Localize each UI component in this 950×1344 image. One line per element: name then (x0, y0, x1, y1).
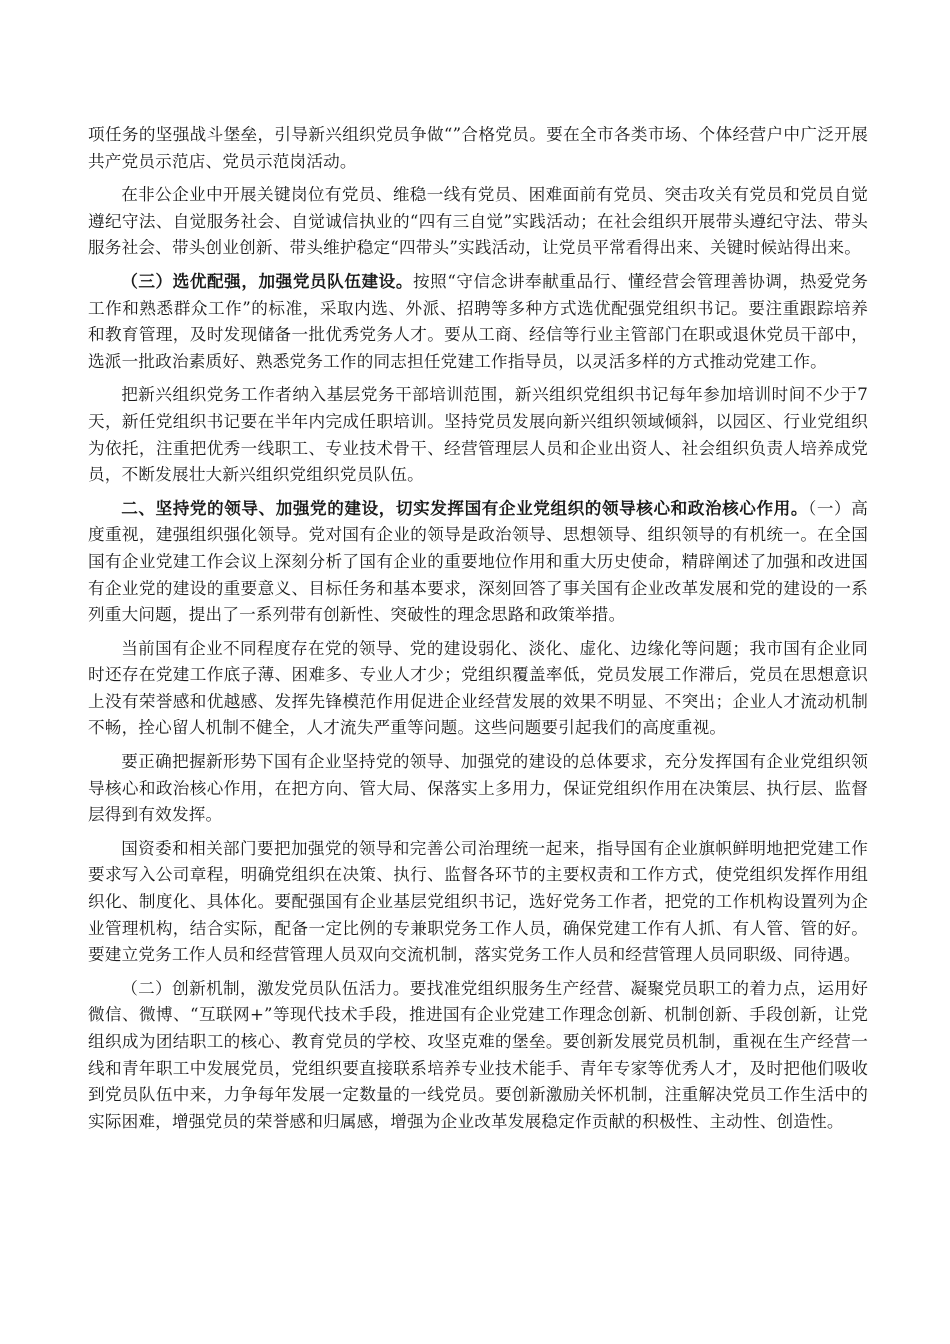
paragraph-3 (88, 268, 868, 375)
paragraph-7 (88, 748, 868, 829)
paragraph-text: 项任务的坚强战斗堡垒，引导新兴组织党员争做“”合格党员。要在全市各类市场、个体经营户中广泛开展共产党员示范店、党员示范岗活动。 (88, 125, 868, 171)
paragraph-text: 在非公企业中开展关键岗位有党员、维稳一线有党员、困难面前有党员、突击攻关有党员和党员自觉遵纪守法、自觉服务社会、自觉诚信执业的“四有三自觉”实践活动；在社会组织开展带头遵纪守法、带头服务社会、带头创业创新、带头维护稳定“四带头”实践活动，让党员平常看得出来、关键时候站得出来。 (88, 185, 868, 258)
paragraph-text: 按照“守信念讲奉献重品行、懂经营会管理善协调，热爱党务工作和熟悉群众工作”的标准，采取内选、外派、招聘等多种方式选优配强党组织书记。要注重跟踪培养和教育管理，及时发现储备一批优秀党务人才。要从工商、经信等行业主管部门在职或退休党员干部中，选派一批政治素质好、熟悉党务工作的同志担任党建工作指导员，以灵活多样的方式推动党建工作。 (88, 271, 868, 371)
paragraph-text: 把新兴组织党务工作者纳入基层党务干部培训范围，新兴组织党组织书记每年参加培训时间不少于7天，新任党组织书记要在半年内完成任职培训。坚持党员发展向新兴组织领域倾斜，以园区、行业党组织为依托，注重把优秀一线职工、专业技术骨干、经营管理层人员和企业出资人、社会组织负责人培养成党员，不断发展壮大新兴组织党组织党员队伍。 (88, 385, 868, 485)
section-heading: 二、坚持党的领导、加强党的建设，切实发挥国有企业党组织的领导核心和政治核心作用。 (121, 497, 808, 518)
paragraph-5 (88, 495, 868, 629)
document-body (88, 121, 868, 1141)
paragraph-text: 要正确把握新形势下国有企业坚持党的领导、加强党的建设的总体要求，充分发挥国有企业党组织领导核心和政治核心作用，在把方向、管大局、保落实上多用力，保证党组织作用在决策层、执行层、监督层得到有效发挥。 (88, 752, 868, 825)
paragraph-text: （二）创新机制，激发党员队伍活力。要找准党组织服务生产经营、凝聚党员职工的着力点，运用好微信、微博、“互联网+”等现代技术手段，推进国有企业党建工作理念创新、机制创新、手段创新，让党组织成为团结职工的核心、教育党员的学校、攻坚克难的堡垒。要创新发展党员机制，重视在生产经营一线和青年职工中发展党员，党组织要直接联系培养专业技术能手、青年专家等优秀人才，及时把他们吸收到党员队伍中来，力争每年发展一定数量的一线党员。要创新激励关怀机制，注重解决党员工作生活中的实际困难，增强党员的荣誉感和归属感，增强为企业改革发展稳定作贡献的积极性、主动性、创造性。 (88, 978, 868, 1131)
paragraph-text: （一）高度重视，建强组织强化领导。党对国有企业的领导是政治领导、思想领导、组织领导的有机统一。在全国国有企业党建工作会议上深刻分析了国有企业的重要地位作用和重大历史使命，精辟阐述了加强和改进国有企业党的建设的重要意义、目标任务和基本要求，深刻回答了事关国有企业改革发展和党的建设的一系列重大问题，提出了一系列带有创新性、突破性的理念思路和政策举措。 (88, 498, 869, 625)
paragraph-2 (88, 181, 868, 262)
paragraph-lead: （三）选优配强，加强党员队伍建设。 (121, 270, 413, 291)
paragraph-9 (88, 975, 868, 1136)
paragraph-text: 当前国有企业不同程度存在党的领导、党的建设弱化、淡化、虚化、边缘化等问题；我市国有企业同时还存在党建工作底子薄、困难多、专业人才少；党组织覆盖率低，党员发展工作滞后，党员在思想意识上没有荣誉感和优越感、发挥先锋模范作用促进企业经营发展的效果不明显、不突出；企业人才流动机制不畅，拴心留人机制不健全，人才流失严重等问题。这些问题要引起我们的高度重视。 (88, 638, 868, 738)
paragraph-4 (88, 381, 868, 488)
paragraph-6 (88, 635, 868, 742)
paragraph-1 (88, 121, 868, 175)
paragraph-8 (88, 835, 868, 969)
paragraph-text: 国资委和相关部门要把加强党的领导和完善公司治理统一起来，指导国有企业旗帜鲜明地把党建工作要求写入公司章程，明确党组织在决策、执行、监督各环节的主要权责和工作方式，使党组织发挥作用组织化、制度化、具体化。要配强国有企业基层党组织书记，选好党务工作者，把党的工作机构设置列为企业管理机构，结合实际，配备一定比例的专兼职党务工作人员，确保党建工作有人抓、有人管、管的好。要建立党务工作人员和经营管理人员双向交流机制，落实党务工作人员和经营管理人员同职级、同待遇。 (88, 838, 868, 965)
